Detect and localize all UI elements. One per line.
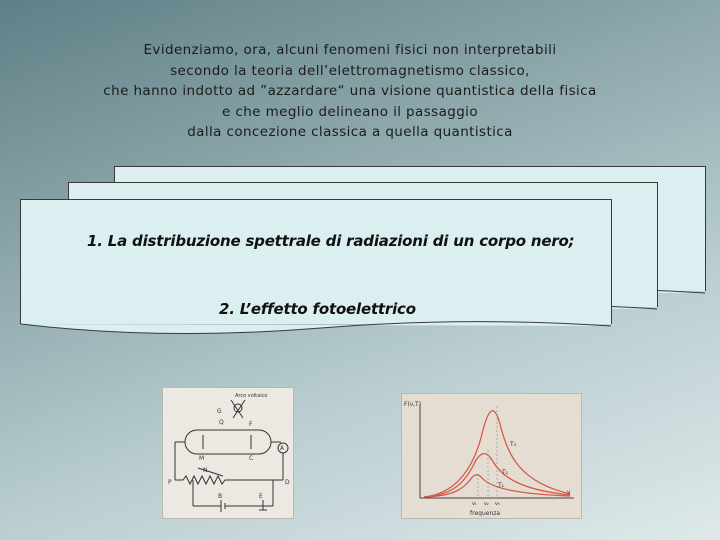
- peak-label-nu1: ν₁: [472, 501, 477, 507]
- circuit-label-g: G: [217, 408, 222, 415]
- circuit-label-m: M: [199, 455, 205, 462]
- peak-label-nu2: ν₂: [484, 501, 489, 507]
- list-item-1: 1. La distribuzione spettrale di radiazioni di un corpo nero;: [87, 232, 575, 250]
- arc-lamp-label: Arco voltaico: [235, 393, 268, 399]
- intro-line-4: e che meglio delineano il passaggio: [222, 103, 478, 120]
- intro-line-2: secondo la teoria dell’elettromagnetismo classico,: [170, 62, 530, 79]
- intro-line-1: Evidenziamo, ora, alcuni fenomeni fisici non interpretabili: [143, 42, 557, 58]
- circuit-label-d: D: [285, 479, 290, 486]
- circuit-label-p: P: [168, 479, 172, 486]
- circuit-label-n: N: [203, 467, 208, 474]
- y-axis-label: F(ν,T): [404, 401, 422, 408]
- circuit-label-a: A: [280, 445, 285, 452]
- curve-label-t1: T₁: [498, 482, 505, 489]
- x-axis-symbol: ν: [567, 489, 571, 496]
- circuit-label-e: E: [259, 493, 263, 500]
- document-sheet-front: [20, 199, 612, 324]
- list-item-2: 2. L’effetto fotoelettrico: [219, 300, 416, 318]
- peak-label-nu3: ν₃: [495, 501, 500, 507]
- circuit-label-c: C: [249, 455, 254, 462]
- curve-label-t3: T₃: [510, 441, 517, 448]
- circuit-label-f: F: [249, 421, 253, 428]
- intro-text: [90, 40, 610, 143]
- intro-line-5: dalla concezione classica a quella quantistica: [187, 124, 513, 140]
- intro-line-3: che hanno indotto ad ”azzardare“ una visione quantistica della fisica: [103, 83, 597, 99]
- x-axis-label: frequenza: [470, 510, 501, 517]
- blackbody-spectrum-figure: [401, 393, 582, 519]
- wavy-edge-front: [21, 320, 611, 336]
- photoelectric-circuit-figure: [162, 387, 294, 519]
- vacuum-tube: [185, 430, 271, 454]
- circuit-label-q: Q: [219, 419, 224, 426]
- curve-label-t2: T₂: [502, 469, 509, 476]
- circuit-label-b: B: [218, 493, 223, 500]
